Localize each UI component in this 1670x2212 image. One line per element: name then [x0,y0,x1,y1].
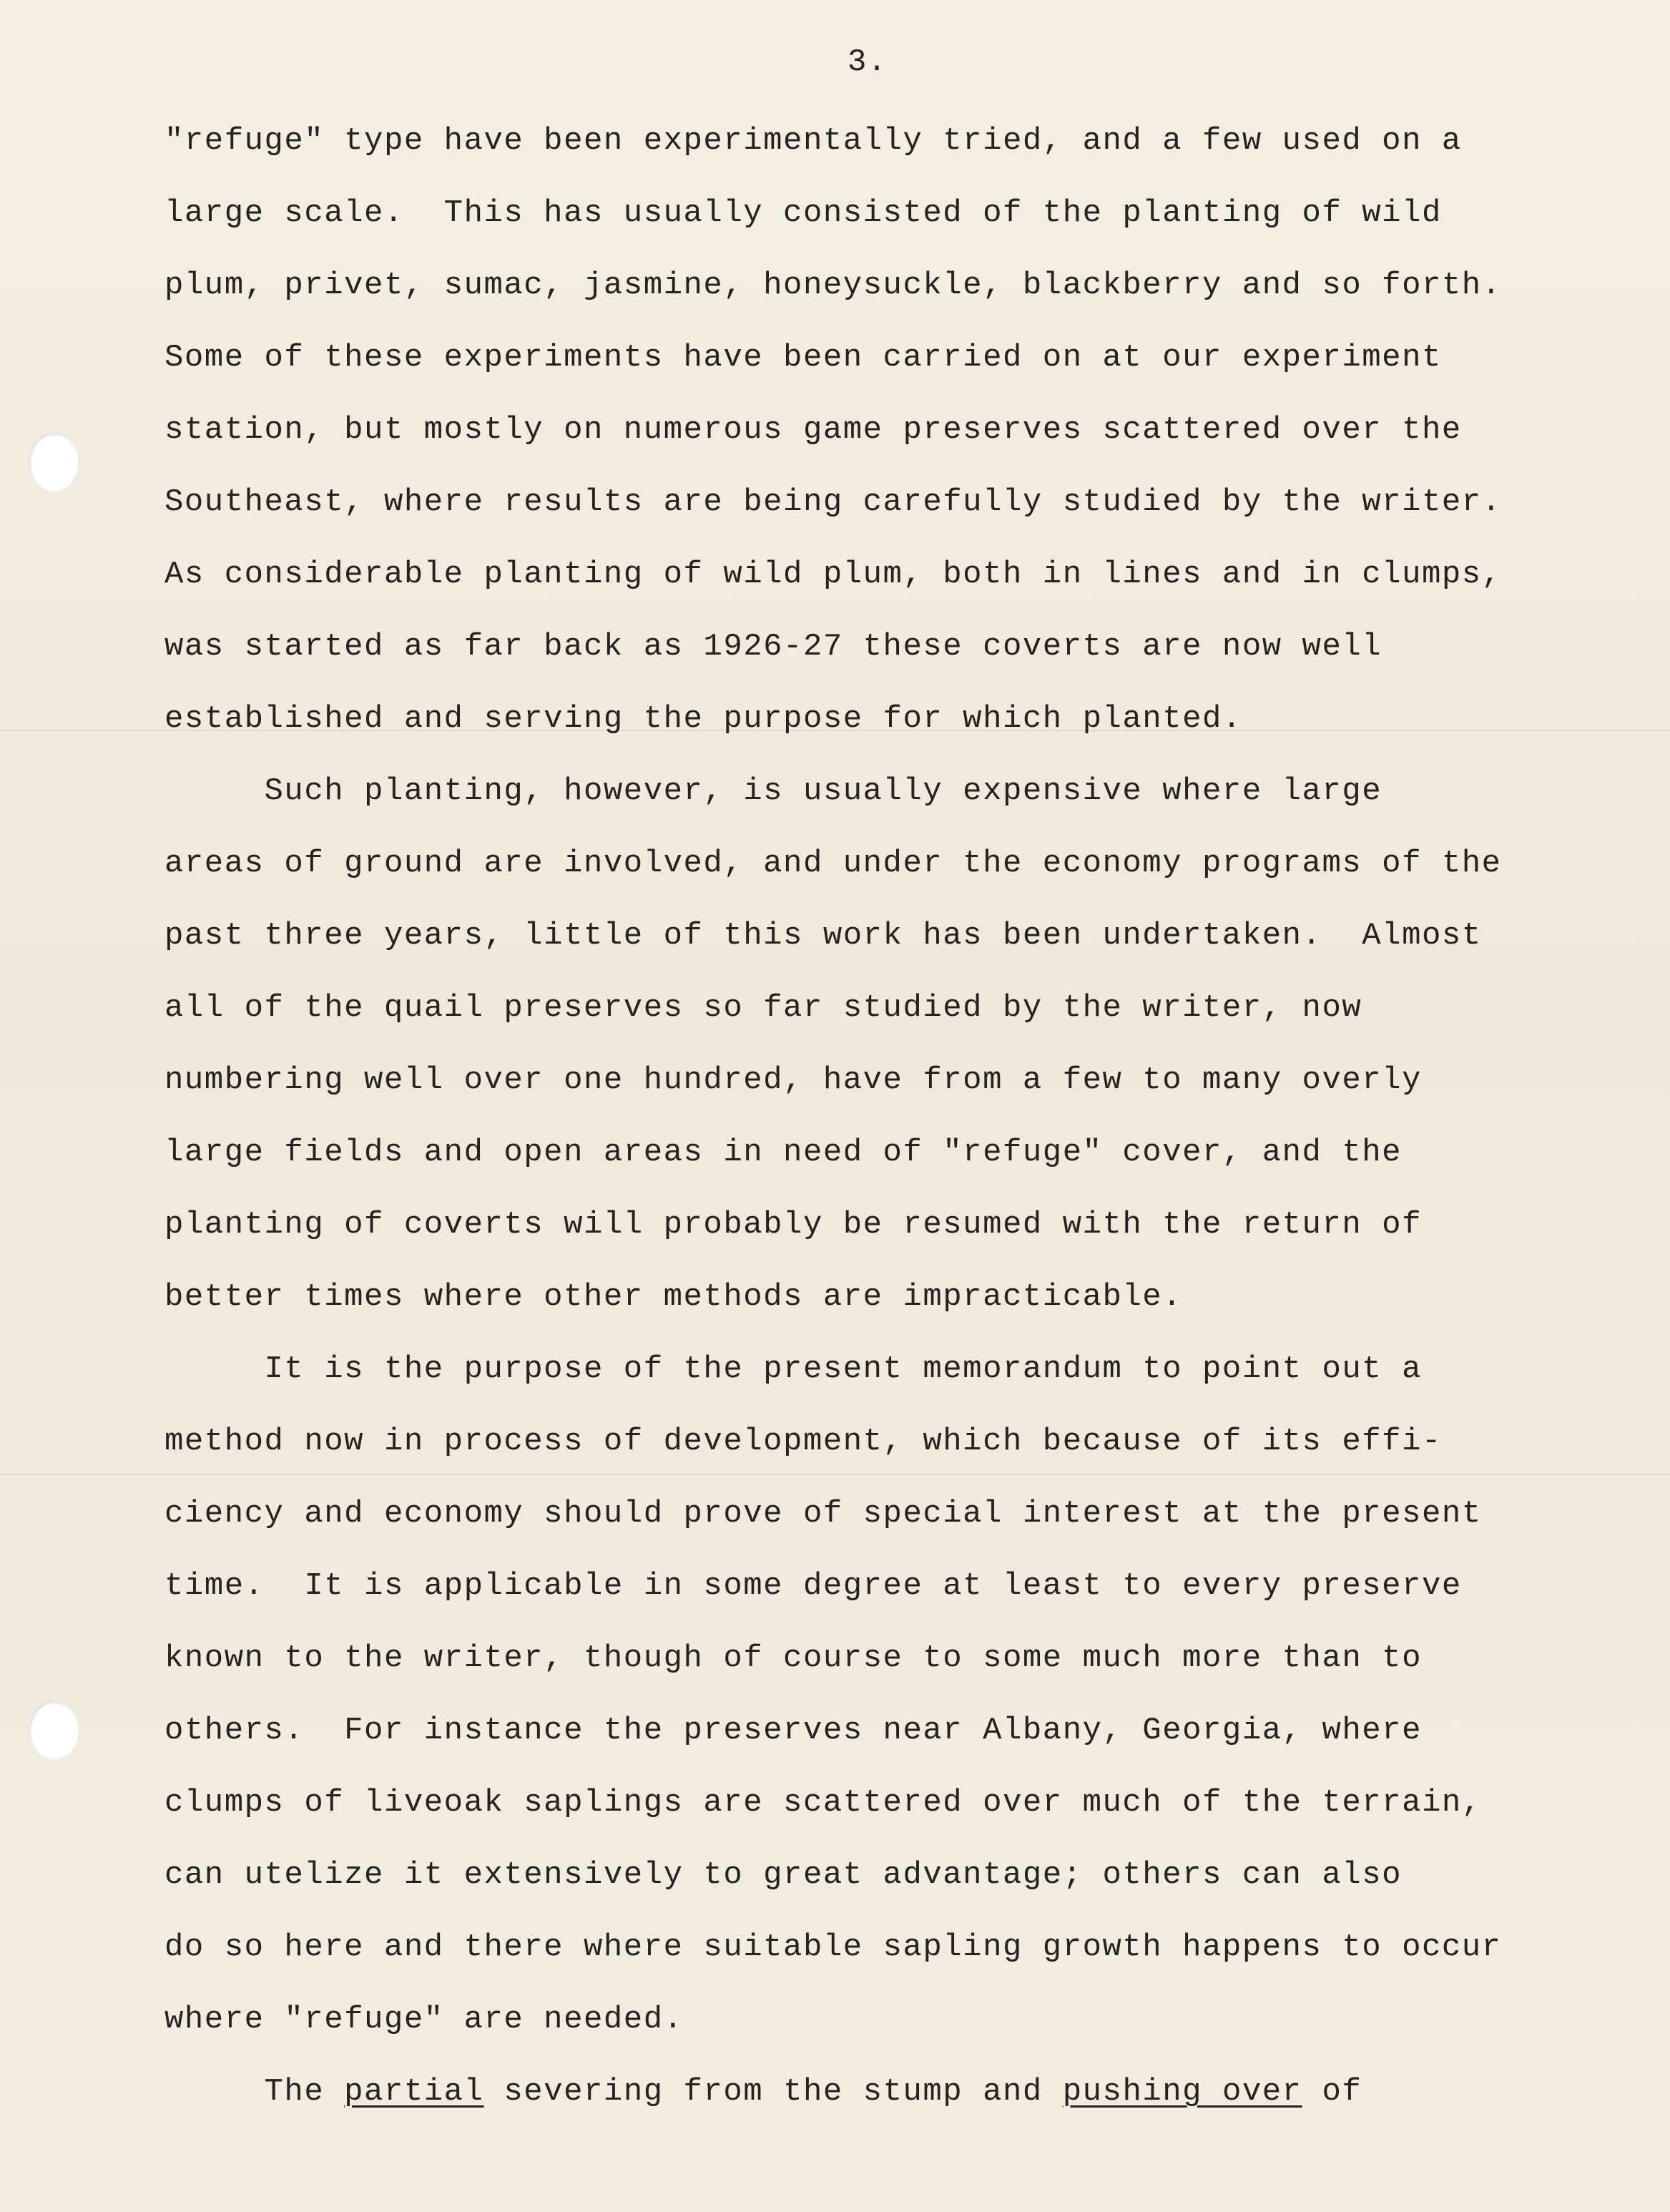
text-fragment: The [264,2074,345,2110]
text-line: Southeast, where results are being carefully studied by the writer. [164,484,1502,520]
text-line: large scale. This has usually consisted of the planting of wild [164,195,1442,231]
text-line: numbering well over one hundred, have from a few to many overly [164,1062,1422,1098]
text-line: station, but mostly on numerous game preserves scattered over the [164,412,1462,448]
text-line: method now in process of development, which because of its effi- [164,1424,1442,1459]
text-line: plum, privet, sumac, jasmine, honeysuckle, blackberry and so forth. [164,268,1502,303]
text-line: planting of coverts will probably be resumed with the return of [164,1207,1422,1243]
text-line: Such planting, however, is usually expensive where large [164,773,1382,809]
paper-fold-line [0,1474,1670,1475]
text-line: time. It is applicable in some degree at least to every preserve [164,1568,1462,1604]
text-line: where "refuge" are needed. [164,2002,684,2037]
text-line: It is the purpose of the present memorandum to point out a [164,1351,1422,1387]
text-line: past three years, little of this work has been undertaken. Almost [164,918,1482,954]
indent [164,2074,265,2110]
underlined-word-partial: partial [344,2074,484,2110]
underlined-phrase-pushing-over: pushing over [1062,2074,1302,2110]
text-line: do so here and there where suitable sapling growth happens to occur [164,1929,1502,1965]
page-number: 3. [848,44,888,80]
text-fragment: of [1302,2074,1362,2110]
text-fragment: severing from the stump and [483,2074,1063,2110]
punch-hole [29,1701,79,1760]
text-line: established and serving the purpose for which planted. [164,701,1242,737]
text-line-last [164,2074,1362,2110]
text-line: As considerable planting of wild plum, both in lines and in clumps, [164,557,1502,592]
text-line: was started as far back as 1926-27 these coverts are now well [164,629,1382,665]
text-line: others. For instance the preserves near Albany, Georgia, where [164,1713,1422,1748]
text-line: known to the writer, though of course to some much more than to [164,1640,1422,1676]
text-line: clumps of liveoak saplings are scattered over much of the terrain, [164,1785,1482,1821]
punch-hole [29,433,79,491]
text-line: large fields and open areas in need of "refuge" cover, and the [164,1135,1403,1170]
text-line: Some of these experiments have been carried on at our experiment [164,340,1442,376]
text-line: all of the quail preserves so far studied by the writer, now [164,990,1362,1026]
text-line: can utelize it extensively to great advantage; others can also [164,1857,1403,1893]
text-line: ciency and economy should prove of special interest at the present [164,1496,1482,1532]
text-line: "refuge" type have been experimentally tried, and a few used on a [164,123,1462,159]
text-line: better times where other methods are impracticable. [164,1279,1183,1315]
text-line: areas of ground are involved, and under the economy programs of the [164,846,1502,881]
